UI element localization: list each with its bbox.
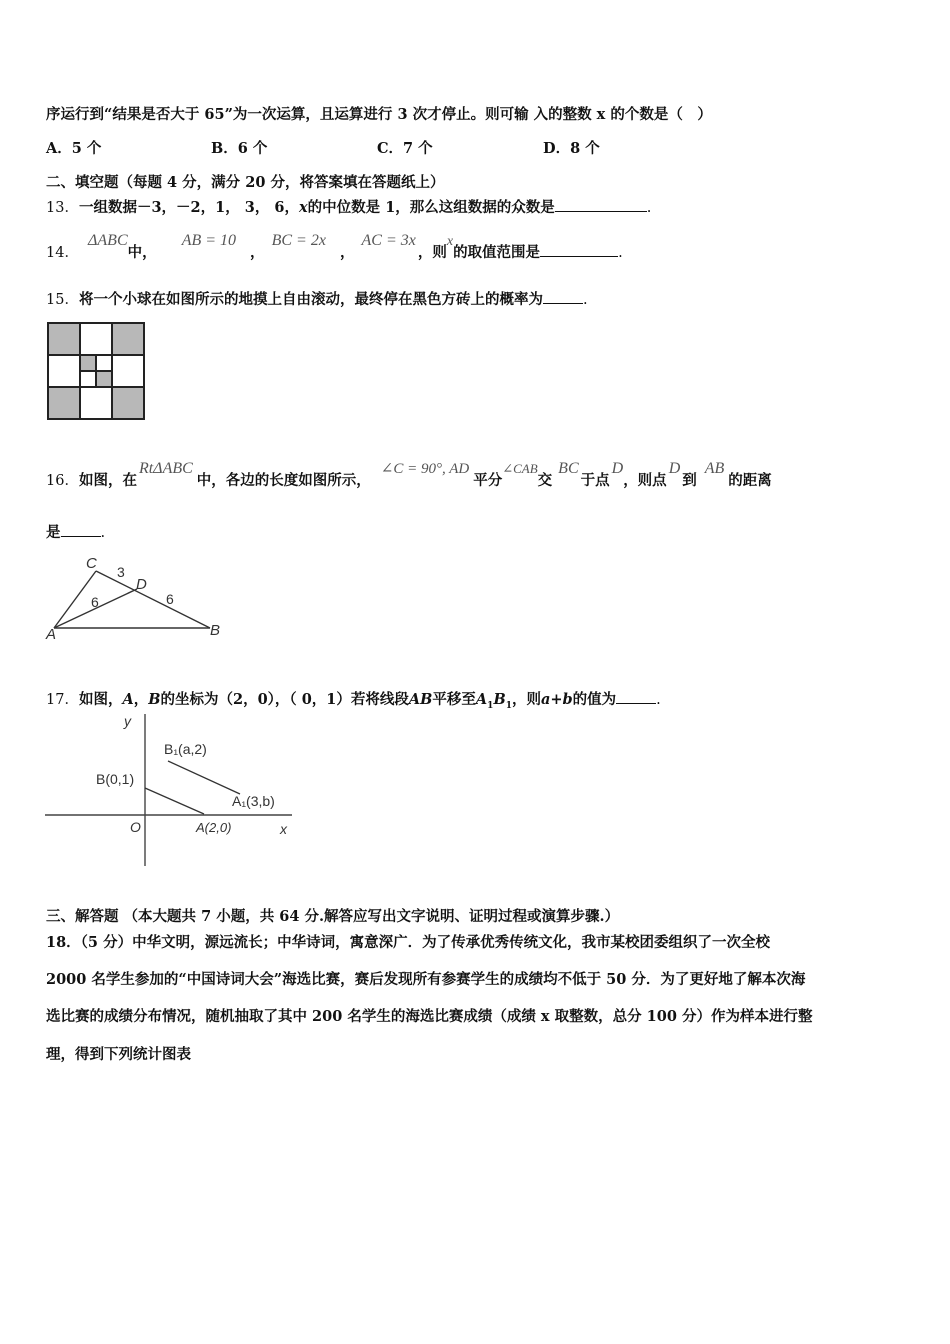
- section-2-title: 二、填空题（每题 4 分，满分 20 分，将答案填在答题纸上）: [46, 174, 445, 191]
- answer-blank[interactable]: [543, 291, 583, 304]
- segment-a1b1-line: [168, 761, 240, 794]
- angle-cab: ∠CAB: [502, 461, 538, 476]
- q14-comma: ，: [339, 244, 355, 261]
- length-ad: 6: [91, 594, 99, 610]
- q16-end: .: [100, 525, 106, 541]
- label-origin: O: [130, 819, 141, 835]
- q14-text: 中，: [127, 244, 157, 261]
- question-number: 15．: [46, 292, 79, 308]
- label-b: B: [210, 622, 221, 639]
- black-tile-small: [80, 355, 96, 371]
- tile-floor-figure: [47, 322, 147, 422]
- label-a1: A₁(3,b): [232, 793, 275, 809]
- segment-ab: AB: [408, 691, 433, 708]
- q16-text: 是: [46, 524, 61, 541]
- question-number: 13．: [46, 200, 79, 216]
- rt-triangle: RtΔABC: [138, 460, 193, 477]
- length-cd: 3: [117, 564, 125, 580]
- point-b1: B: [493, 691, 506, 708]
- question-18-line2: 2000 名学生参加的“中国诗词大会”海选比赛，赛后发现所有参赛学生的成绩均不低于 50 分．为了更好地了解本次海: [46, 971, 806, 988]
- subscript: 1: [487, 700, 494, 711]
- black-tile-small: [96, 371, 112, 387]
- option-b: B．6 个: [211, 140, 268, 157]
- q16-text: 如图，在: [78, 472, 137, 489]
- seg-ab: AB: [704, 460, 725, 477]
- triangle-abc: ΔABC: [88, 232, 128, 249]
- question-18-line3: 选比赛的成绩分布情况，随机抽取了其中 200 名学生的海选比赛成绩（成绩 x 取整数，总分 100 分）作为样本进行整: [46, 1008, 813, 1025]
- answer-blank[interactable]: [616, 691, 656, 704]
- question-13: [46, 196, 651, 217]
- question-16-line2: [46, 521, 105, 542]
- q17-text: ，则: [511, 691, 541, 708]
- q14-text: 的取值范围是: [453, 244, 541, 261]
- seg-bc: BC: [558, 460, 579, 477]
- coordinate-figure: [40, 708, 300, 868]
- question-18-line4: 理，得到下列统计图表: [46, 1046, 191, 1063]
- option-d: D．8 个: [543, 140, 600, 157]
- expr-ac: AC = 3x: [361, 232, 416, 249]
- point-b: B: [148, 691, 161, 708]
- point-a: A: [122, 691, 134, 708]
- q16-text: ，则点: [623, 472, 667, 489]
- q16-text: 交: [537, 472, 553, 489]
- expr-a-plus-b: a+b: [540, 691, 573, 708]
- q16-text: 到: [682, 472, 697, 489]
- point-d: D: [611, 460, 624, 477]
- question-12-continued: 序运行到“结果是否大于 65”为一次运算，且运算进行 3 次才停止。则可输 入的整数 x 的个数是（ ）: [46, 106, 712, 123]
- q17-comma: ，: [133, 691, 149, 708]
- answer-blank[interactable]: [555, 199, 647, 212]
- question-number: 16．: [46, 473, 79, 489]
- q15-text: 将一个小球在如图所示的地摸上自由滚动，最终停在黑色方砖上的概率为: [78, 291, 543, 308]
- q13-var: x: [299, 199, 308, 216]
- q15-end: .: [582, 292, 588, 308]
- q14-end: .: [618, 245, 623, 261]
- label-a: A: [46, 626, 57, 642]
- expr-bc: BC = 2x: [271, 232, 326, 249]
- q13-text: 一组数据－3，－2，1， 3， 6，: [78, 199, 299, 216]
- black-tile: [48, 387, 80, 419]
- answer-blank[interactable]: [61, 524, 101, 537]
- answer-blank[interactable]: [540, 244, 618, 257]
- label-b: B(0,1): [96, 771, 135, 787]
- q14-comma: ，: [250, 244, 265, 261]
- triangle-lines: [54, 571, 210, 628]
- triangle-figure: [40, 550, 230, 642]
- question-18-line1: 18．（5 分）中华文明，源远流长；中华诗词，寓意深广．为了传承优秀传统文化，我市某校团委组织了一次全校: [46, 934, 771, 951]
- label-b1: B₁(a,2): [164, 741, 207, 757]
- option-a: A．5 个: [46, 140, 102, 157]
- q17-text: 平移至: [432, 691, 476, 708]
- angle-c: ∠C = 90°: [380, 461, 442, 477]
- label-c: C: [86, 555, 97, 572]
- question-number: 17．: [46, 692, 79, 708]
- section-3-title: 三、解答题 （本大题共 7 小题，共 64 分.解答应写出文字说明、证明过程或演算步骤.）: [46, 908, 620, 925]
- label-y: y: [124, 713, 131, 729]
- q16-text: 于点: [580, 472, 610, 489]
- point-d: D: [668, 460, 681, 477]
- question-15: [46, 288, 588, 309]
- q17-text: 的坐标为（2，0），（ 0，1）若将线段: [160, 691, 409, 708]
- option-c: C．7 个: [377, 140, 433, 157]
- axes: [45, 714, 292, 866]
- black-tile: [112, 323, 144, 355]
- q17-text: 如图，: [78, 691, 123, 708]
- label-a: A(2,0): [196, 820, 232, 835]
- question-number: 14．: [46, 245, 79, 261]
- q17-text: 的值为: [572, 691, 617, 708]
- length-db: 6: [166, 591, 174, 607]
- segments: [145, 761, 240, 814]
- seg-ad: , AD: [441, 461, 470, 477]
- q16-text: 平分: [473, 472, 503, 489]
- q13-end: .: [646, 200, 652, 216]
- q16-text: 中，各边的长度如图所示，: [196, 472, 371, 489]
- label-x: x: [280, 821, 287, 837]
- q14-text: ，则: [417, 244, 447, 261]
- expr-ab: AB = 10: [181, 232, 237, 249]
- point-a1: A: [475, 691, 488, 708]
- var-x: x: [446, 234, 454, 249]
- black-tile: [112, 387, 144, 419]
- q17-end: .: [656, 692, 661, 708]
- q13-text-b: 的中位数是 1，那么这组数据的众数是: [307, 199, 555, 216]
- question-16: [46, 460, 772, 490]
- q16-text: 的距离: [728, 472, 772, 489]
- subscript: 1: [505, 700, 512, 711]
- segment-ab-line: [145, 788, 204, 814]
- label-d: D: [136, 576, 147, 593]
- black-tile: [48, 323, 80, 355]
- question-14: [46, 232, 623, 262]
